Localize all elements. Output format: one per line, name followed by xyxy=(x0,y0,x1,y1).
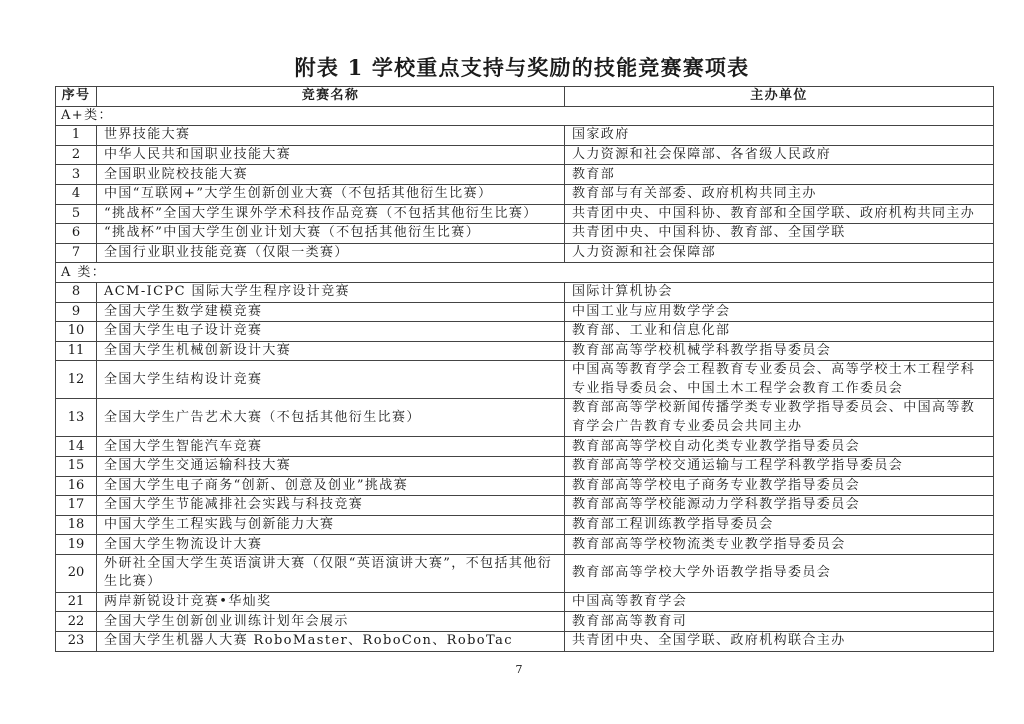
cell-organizer: 人力资源和社会保障部、各省级人民政府 xyxy=(565,145,994,165)
cell-number: 1 xyxy=(56,126,97,146)
table-head xyxy=(56,87,994,107)
cell-competition-name: “挑战杯”中国大学生创业计划大赛（不包括其他衍生比赛） xyxy=(97,224,565,244)
cell-competition-name: 全国大学生机器人大赛 RoboMaster、RoboCon、RoboTac xyxy=(97,632,565,652)
cell-number: 14 xyxy=(56,437,97,457)
cell-number: 7 xyxy=(56,243,97,263)
table-row xyxy=(56,165,994,185)
header-row xyxy=(56,87,994,107)
cell-competition-name: 全国大学生电子设计竞赛 xyxy=(97,322,565,342)
cell-organizer: 教育部高等学校能源动力学科教学指导委员会 xyxy=(565,496,994,516)
cell-number: 21 xyxy=(56,592,97,612)
table-row xyxy=(56,224,994,244)
table-row xyxy=(56,515,994,535)
cell-number: 20 xyxy=(56,554,97,592)
cell-organizer: 教育部、工业和信息化部 xyxy=(565,322,994,342)
table-row xyxy=(56,302,994,322)
competition-table xyxy=(55,86,994,652)
cell-organizer: 共青团中央、中国科协、教育部和全国学联、政府机构共同主办 xyxy=(565,204,994,224)
cell-competition-name: 世界技能大赛 xyxy=(97,126,565,146)
cell-number: 19 xyxy=(56,535,97,555)
table-row xyxy=(56,282,994,302)
cell-organizer: 教育部高等学校机械学科教学指导委员会 xyxy=(565,341,994,361)
cell-competition-name: 两岸新锐设计竞赛•华灿奖 xyxy=(97,592,565,612)
cell-organizer: 国际计算机协会 xyxy=(565,282,994,302)
cell-number: 11 xyxy=(56,341,97,361)
cell-competition-name: 全国大学生智能汽车竞赛 xyxy=(97,437,565,457)
cell-competition-name: 中华人民共和国职业技能大赛 xyxy=(97,145,565,165)
group-row-a-plus xyxy=(56,106,994,126)
cell-number: 15 xyxy=(56,456,97,476)
cell-organizer: 教育部工程训练教学指导委员会 xyxy=(565,515,994,535)
cell-number: 13 xyxy=(56,399,97,437)
cell-number: 9 xyxy=(56,302,97,322)
cell-competition-name: 全国大学生节能减排社会实践与科技竞赛 xyxy=(97,496,565,516)
table-row xyxy=(56,341,994,361)
cell-number: 2 xyxy=(56,145,97,165)
table-row xyxy=(56,322,994,342)
cell-organizer: 教育部 xyxy=(565,165,994,185)
cell-competition-name: 中国“互联网+”大学生创新创业大赛（不包括其他衍生比赛） xyxy=(97,184,565,204)
table-row xyxy=(56,126,994,146)
cell-number: 18 xyxy=(56,515,97,535)
cell-competition-name: 外研社全国大学生英语演讲大赛（仅限“英语演讲大赛”，不包括其他衍生比赛） xyxy=(97,554,565,592)
table-row xyxy=(56,496,994,516)
cell-organizer: 中国高等教育学会 xyxy=(565,592,994,612)
cell-organizer: 教育部高等学校物流类专业教学指导委员会 xyxy=(565,535,994,555)
group-label: A+类： xyxy=(56,106,994,126)
table-row xyxy=(56,204,994,224)
cell-organizer: 中国工业与应用数学学会 xyxy=(565,302,994,322)
table-row xyxy=(56,535,994,555)
cell-number: 16 xyxy=(56,476,97,496)
cell-competition-name: 中国大学生工程实践与创新能力大赛 xyxy=(97,515,565,535)
cell-number: 10 xyxy=(56,322,97,342)
cell-competition-name: “挑战杯”全国大学生课外学术科技作品竞赛（不包括其他衍生比赛） xyxy=(97,204,565,224)
cell-organizer: 教育部高等学校新闻传播学类专业教学指导委员会、中国高等教育学会广告教育专业委员会共同主办 xyxy=(565,399,994,437)
table-row xyxy=(56,437,994,457)
table-body xyxy=(56,106,994,651)
page-number: 7 xyxy=(515,663,523,676)
table-row xyxy=(56,184,994,204)
cell-competition-name: 全国大学生机械创新设计大赛 xyxy=(97,341,565,361)
cell-competition-name: 全国大学生创新创业训练计划年会展示 xyxy=(97,612,565,632)
cell-competition-name: 全国大学生结构设计竞赛 xyxy=(97,361,565,399)
cell-competition-name: 全国大学生电子商务“创新、创意及创业”挑战赛 xyxy=(97,476,565,496)
table-row xyxy=(56,456,994,476)
header-competition-name: 竞赛名称 xyxy=(97,87,565,107)
document-title: 附表 1 学校重点支持与奖励的技能竞赛赛项表 xyxy=(294,55,750,80)
cell-competition-name: 全国大学生广告艺术大赛（不包括其他衍生比赛） xyxy=(97,399,565,437)
cell-organizer: 中国高等教育学会工程教育专业委员会、高等学校土木工程学科专业指导委员会、中国土木工程学会教育工作委员会 xyxy=(565,361,994,399)
cell-number: 23 xyxy=(56,632,97,652)
cell-number: 22 xyxy=(56,612,97,632)
table-row xyxy=(56,612,994,632)
table-row xyxy=(56,145,994,165)
table-row xyxy=(56,399,994,437)
cell-competition-name: 全国职业院校技能大赛 xyxy=(97,165,565,185)
cell-organizer: 教育部高等学校电子商务专业教学指导委员会 xyxy=(565,476,994,496)
cell-competition-name: 全国大学生交通运输科技大赛 xyxy=(97,456,565,476)
cell-number: 5 xyxy=(56,204,97,224)
cell-organizer: 教育部与有关部委、政府机构共同主办 xyxy=(565,184,994,204)
cell-number: 6 xyxy=(56,224,97,244)
group-label: A 类： xyxy=(56,263,994,283)
cell-organizer: 人力资源和社会保障部 xyxy=(565,243,994,263)
table-row xyxy=(56,554,994,592)
cell-organizer: 教育部高等学校自动化类专业教学指导委员会 xyxy=(565,437,994,457)
cell-organizer: 教育部高等学校大学外语教学指导委员会 xyxy=(565,554,994,592)
cell-number: 3 xyxy=(56,165,97,185)
cell-number: 17 xyxy=(56,496,97,516)
cell-organizer: 国家政府 xyxy=(565,126,994,146)
table-row xyxy=(56,361,994,399)
header-organizer: 主办单位 xyxy=(565,87,994,107)
table-row xyxy=(56,632,994,652)
cell-organizer: 教育部高等学校交通运输与工程学科教学指导委员会 xyxy=(565,456,994,476)
cell-organizer: 共青团中央、全国学联、政府机构联合主办 xyxy=(565,632,994,652)
cell-organizer: 教育部高等教育司 xyxy=(565,612,994,632)
header-number: 序号 xyxy=(56,87,97,107)
table-row xyxy=(56,592,994,612)
group-row-a xyxy=(56,263,994,283)
cell-competition-name: ACM-ICPC 国际大学生程序设计竞赛 xyxy=(97,282,565,302)
cell-number: 12 xyxy=(56,361,97,399)
cell-competition-name: 全国大学生数学建模竞赛 xyxy=(97,302,565,322)
cell-number: 8 xyxy=(56,282,97,302)
cell-organizer: 共青团中央、中国科协、教育部、全国学联 xyxy=(565,224,994,244)
cell-competition-name: 全国大学生物流设计大赛 xyxy=(97,535,565,555)
cell-competition-name: 全国行业职业技能竞赛（仅限一类赛） xyxy=(97,243,565,263)
cell-number: 4 xyxy=(56,184,97,204)
table-row xyxy=(56,476,994,496)
table-row xyxy=(56,243,994,263)
